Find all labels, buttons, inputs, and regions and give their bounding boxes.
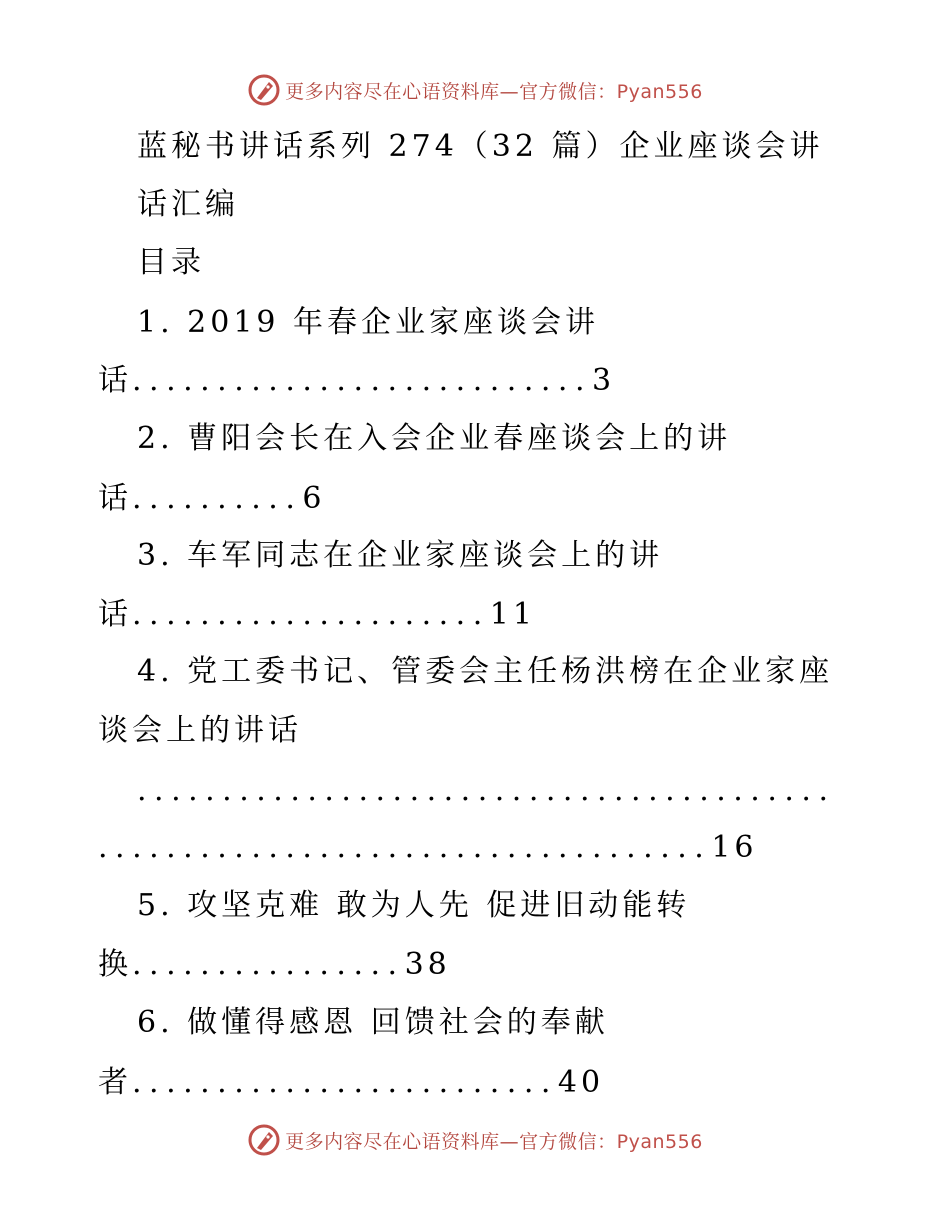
toc-item-3-page: 11 [489, 597, 536, 632]
toc-item-2-page: 6 [302, 481, 326, 516]
toc-item-1-leader[interactable]: 话...........................3 [98, 363, 616, 398]
toc-item-2-leader[interactable]: 话..........6 [98, 481, 326, 516]
doc-title-line2: 话汇编 [137, 187, 239, 222]
header-banner [0, 70, 950, 110]
pen-nib-circle-icon [247, 1123, 281, 1157]
toc-item-4-title[interactable]: 4. 党工委书记、管委会主任杨洪榜在企业家座 [137, 654, 834, 689]
toc-item-6-title[interactable]: 6. 做懂得感恩 回馈社会的奉献 [137, 1005, 609, 1040]
toc-heading: 目录 [137, 245, 205, 280]
banner-text: 更多内容尽在心语资料库—官方微信：Pyan556 [285, 80, 703, 103]
doc-title-line1: 蓝秘书讲话系列 274（32 篇）企业座谈会讲 [137, 129, 824, 164]
toc-item-1-page: 3 [591, 363, 616, 398]
toc-item-2-title[interactable]: 2. 曹阳会长在入会企业春座谈会上的讲 [137, 421, 732, 456]
toc-item-6-page: 40 [557, 1065, 605, 1100]
toc-item-5-title[interactable]: 5. 攻坚克难 敢为人先 促进旧动能转 [137, 888, 691, 923]
toc-item-5-page: 38 [404, 947, 451, 982]
banner-text: 更多内容尽在心语资料库—官方微信：Pyan556 [285, 1130, 703, 1153]
pen-nib-circle-icon [247, 73, 281, 107]
toc-item-4-leader-line1: ......................................... [137, 773, 836, 808]
toc-item-4-page: 16 [711, 830, 758, 865]
toc-item-3-title[interactable]: 3. 车军同志在企业家座谈会上的讲 [137, 538, 664, 573]
toc-item-6-leader[interactable]: 者.........................40 [98, 1065, 605, 1100]
toc-item-5-leader[interactable]: 换................38 [98, 947, 451, 982]
toc-item-4-leader-line2[interactable]: ....................................16 [98, 830, 758, 865]
toc-item-3-leader[interactable]: 话.....................11 [98, 597, 536, 632]
footer-banner [0, 1120, 950, 1160]
toc-item-1-title[interactable]: 1. 2019 年春企业家座谈会讲 [137, 305, 600, 340]
toc-item-4-title-cont[interactable]: 谈会上的讲话 [98, 713, 302, 748]
